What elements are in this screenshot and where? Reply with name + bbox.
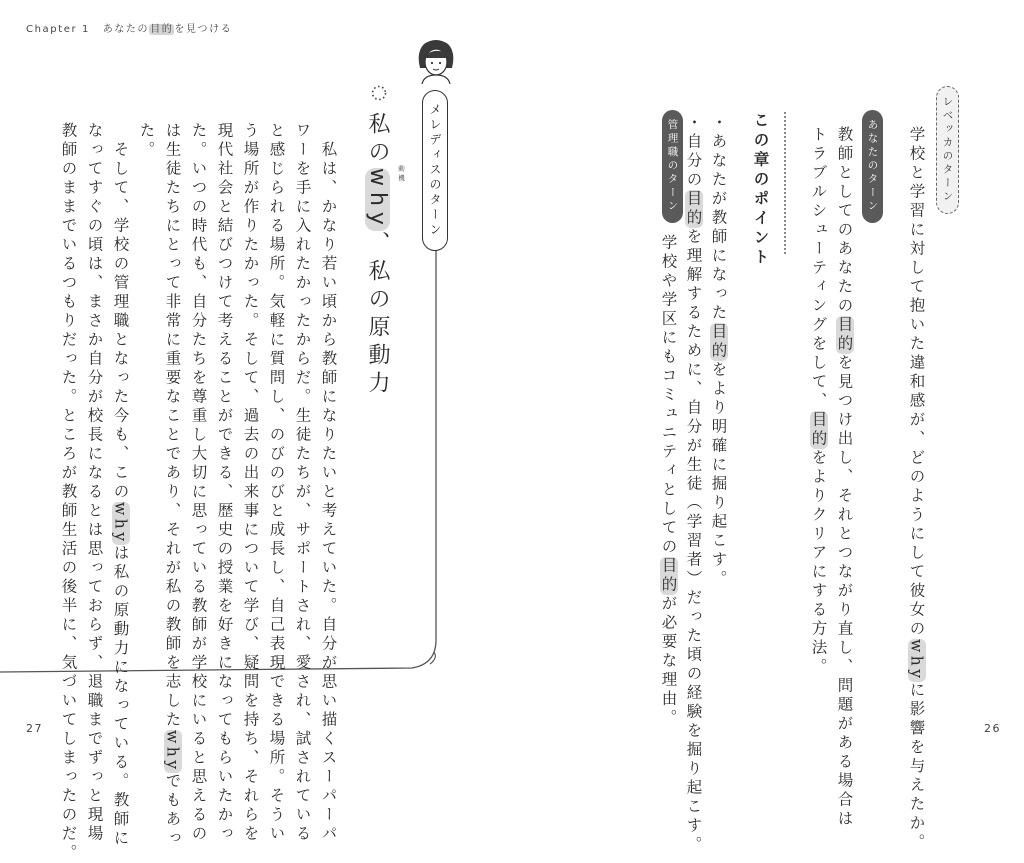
point-1-a: ・あなたが教師になった — [709, 114, 728, 323]
body-line-9 — [112, 122, 128, 849]
body-9-b: は私の原動力になっている。教師に — [111, 544, 130, 849]
body-line-8: た。 — [137, 122, 156, 160]
title-a: 私の — [365, 112, 390, 168]
point-2-hl: 目的 — [684, 190, 703, 228]
rebecca-text-1: 学校と学習に対して抱いた違和感が、どのようにして彼女の — [907, 126, 926, 639]
point-2-b: を理解するために、自分が生徒（学習者）だった頃の経験を掘り起こす。 — [684, 228, 703, 855]
anata-1-a: 教師としてのあなたの — [835, 126, 854, 316]
body-line-7 — [164, 122, 180, 849]
rebecca-text-why: why — [907, 639, 926, 682]
body-line-5: 現代社会と結びつけて考えることができる、歴史の授業を好きになってもらいたかっ — [215, 122, 234, 844]
points-heading: この章のポイント — [751, 112, 770, 268]
kanri-turn-label: 管理職のターン — [662, 110, 683, 223]
anata-1-b: を見つけ出し、それとつながり直し、問題がある場合は — [835, 354, 854, 829]
anata-turn-label: あなたのターン — [862, 110, 883, 223]
point-1-b: をより明確に掘り起こす。 — [709, 361, 728, 589]
title-ruby: 動機 — [397, 165, 405, 184]
page-number-right: 26 — [984, 722, 1001, 735]
body-9-a: そして、学校の管理職となった今も、この — [111, 122, 130, 502]
page-number-left: 27 — [26, 722, 43, 735]
body-7-why: why — [163, 730, 182, 773]
body-line-10: なってすぐの頃は、まさか自分が校長になるとは思っておらず、退職までずっと現場 — [85, 122, 104, 844]
dotted-circle-icon — [370, 84, 388, 102]
chapter-title-highlight: 目的 — [150, 24, 174, 35]
meredith-avatar-icon — [414, 38, 458, 84]
body-7-a: は生徒たちにとって非常に重要なことであり、それが私の教師を志した — [163, 122, 182, 730]
body-line-3: と感じられる場所。気軽に質問し、のびのびと成長し、自己表現できる場所。そうい — [267, 122, 286, 844]
chapter-title-after: を見つける — [174, 24, 233, 35]
title-why: why — [365, 168, 390, 231]
title-b: 、私の原動力 — [365, 230, 390, 399]
anata-2-b: をよりクリアにする方法。 — [809, 449, 828, 677]
anata-2-hl: 目的 — [809, 411, 828, 449]
rebecca-turn-label: レベッカのターン — [936, 86, 959, 214]
point-2-a: ・自分の — [684, 114, 703, 190]
body-line-2: ワーを手に入れたかったからだ。生徒たちが、サポートされ、愛され、試されている — [293, 122, 312, 844]
body-line-4: う場所が作りたかった。そして、過去の出来事について学び、疑問を持ち、それらを — [241, 122, 260, 844]
chapter-title-before: あなたの — [102, 24, 150, 35]
rebecca-text-2: に影響を与えたか。 — [907, 681, 926, 853]
kanri-b: が必要な理由。 — [659, 595, 678, 728]
body-9-why: why — [111, 502, 130, 545]
body-line-11: 教師のままでいるつもりだった。ところが教師生活の後半に、気づいてしまったのだ。 — [59, 122, 78, 863]
kanri-hl: 目的 — [659, 557, 678, 595]
chapter-label: Chapter 1 — [26, 24, 90, 35]
point-1-hl: 目的 — [709, 323, 728, 361]
meredith-turn-label: メレディスのターン — [422, 90, 448, 251]
anata-1-hl: 目的 — [835, 316, 854, 354]
anata-2-a: トラブルシューティングをして、 — [809, 126, 828, 411]
body-line-1: 私は、かなり若い頃から教師になりたいと考えていた。自分が思い描くスーパーパ — [319, 122, 338, 844]
section-title — [366, 112, 388, 399]
body-line-6: た。いつの時代も、自分たちを尊重し大切に思っている教師が学校にいると思えるの — [189, 122, 208, 844]
kanri-a: 学校や学区にもコミュニティとしての — [659, 234, 678, 557]
body-7-b: でもあっ — [163, 772, 182, 849]
